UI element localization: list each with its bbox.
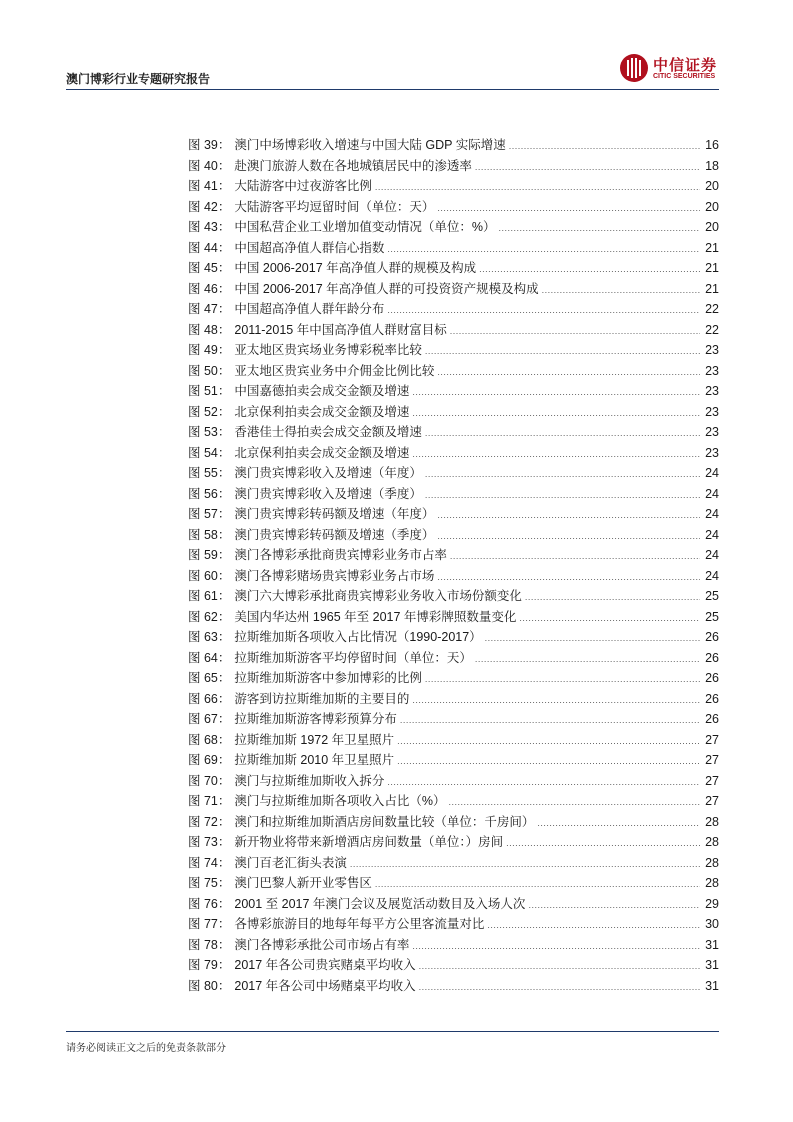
- page-number: 23: [705, 384, 719, 398]
- dot-leader: [437, 567, 700, 588]
- toc-entry[interactable]: [188, 402, 719, 423]
- figure-number: 图 51：: [188, 384, 231, 398]
- dot-leader: [525, 587, 700, 608]
- report-header-title: 澳门博彩行业专题研究报告: [66, 72, 211, 86]
- toc-entry[interactable]: [188, 504, 719, 525]
- page-number: 24: [705, 507, 719, 521]
- page-number: 31: [705, 958, 719, 972]
- toc-entry[interactable]: [188, 627, 719, 648]
- dot-leader: [412, 936, 700, 957]
- figure-number: 图 42：: [188, 199, 231, 214]
- toc-entry[interactable]: [188, 566, 719, 587]
- page-number: 23: [705, 425, 719, 439]
- toc-entry[interactable]: [188, 976, 719, 997]
- page-number: 16: [705, 138, 719, 152]
- figure-title: 澳门贵宾博彩收入及增速（年度）: [234, 466, 422, 480]
- toc-entry[interactable]: [188, 935, 719, 956]
- toc-entry[interactable]: [188, 197, 719, 218]
- toc-entry[interactable]: [188, 832, 719, 853]
- page-number: 26: [705, 630, 719, 644]
- figure-title: 新开物业将带来新增酒店房间数量（单位：）房间: [234, 835, 504, 849]
- figure-number: 图 52：: [188, 404, 231, 419]
- page-number: 21: [705, 240, 719, 255]
- dot-leader: [419, 977, 700, 998]
- toc-entry[interactable]: [188, 217, 719, 238]
- dot-leader: [419, 956, 700, 977]
- figure-number: 图 71：: [188, 794, 231, 808]
- dot-leader: [387, 772, 700, 793]
- figure-number: 图 72：: [188, 814, 231, 829]
- figure-number: 图 75：: [188, 876, 231, 890]
- page-number: 23: [705, 445, 719, 460]
- toc-entry[interactable]: [188, 463, 719, 484]
- figure-title: 澳门贵宾博彩转码额及增速（年度）: [234, 507, 435, 521]
- toc-entry[interactable]: [188, 750, 719, 771]
- figure-number: 图 47：: [188, 302, 231, 316]
- dot-leader: [425, 485, 700, 506]
- toc-entry[interactable]: [188, 771, 719, 792]
- figure-title: 2011-2015 年中国高净值人群财富目标: [234, 322, 447, 337]
- dot-leader: [437, 505, 700, 526]
- page-number: 24: [705, 466, 719, 480]
- dot-leader: [375, 177, 700, 198]
- figure-title: 拉斯维加斯各项收入占比情况（1990-2017）: [234, 630, 482, 644]
- toc-entry[interactable]: [188, 812, 719, 833]
- figure-title: 亚太地区贵宾场业务博彩税率比较: [234, 343, 422, 357]
- dot-leader: [387, 239, 700, 260]
- figure-number: 图 63：: [188, 630, 231, 644]
- toc-entry[interactable]: [188, 894, 719, 915]
- toc-entry[interactable]: [188, 484, 719, 505]
- figure-title: 澳门各博彩承批商贵宾博彩业务市占率: [234, 548, 447, 562]
- toc-entry[interactable]: [188, 340, 719, 361]
- page-number: 28: [705, 876, 719, 890]
- footer-disclaimer: 请务必阅读正文之后的免责条款部分: [66, 1043, 226, 1054]
- toc-entry[interactable]: [188, 709, 719, 730]
- page-number: 23: [705, 363, 719, 378]
- figure-number: 图 41：: [188, 179, 231, 193]
- toc-entry[interactable]: [188, 607, 719, 628]
- figure-title: 2001 至 2017 年澳门会议及展览活动数目及入场人次: [234, 896, 526, 911]
- dot-leader: [400, 710, 700, 731]
- figure-title: 亚太地区贵宾业务中介佣金比例比较: [234, 363, 435, 378]
- figure-title: 澳门六大博彩承批商贵宾博彩业务收入市场份额变化: [234, 589, 522, 603]
- figure-title: 香港佳士得拍卖会成交金额及增速: [234, 425, 422, 439]
- figure-number: 图 54：: [188, 445, 231, 460]
- figure-title: 澳门和拉斯维加斯酒店房间数量比较（单位：千房间）: [234, 814, 535, 829]
- page-number: 27: [705, 753, 719, 767]
- dot-leader: [425, 423, 700, 444]
- dot-leader: [412, 444, 700, 465]
- figure-title: 拉斯维加斯 2010 年卫星照片: [234, 753, 395, 767]
- figure-number: 图 49：: [188, 343, 231, 357]
- figure-number: 图 57：: [188, 507, 231, 521]
- dot-leader: [437, 198, 700, 219]
- toc-entry[interactable]: [188, 361, 719, 382]
- toc-entry[interactable]: [188, 156, 719, 177]
- logo-cn-text: 中信证券: [653, 57, 718, 74]
- figure-number: 图 77：: [188, 917, 231, 931]
- page-number: 26: [705, 650, 719, 665]
- dot-leader: [425, 341, 700, 362]
- figure-number: 图 59：: [188, 548, 231, 562]
- page-number: 27: [705, 732, 719, 747]
- dot-leader: [485, 628, 700, 649]
- figure-title: 赴澳门旅游人数在各地城镇居民中的渗透率: [234, 158, 472, 173]
- figure-number: 图 61：: [188, 589, 231, 603]
- figure-title: 澳门百老汇街头表演: [234, 855, 347, 870]
- dot-leader: [449, 792, 700, 813]
- figure-title: 拉斯维加斯 1972 年卫星照片: [234, 732, 395, 747]
- figure-title: 澳门中场博彩收入增速与中国大陆 GDP 实际增速: [234, 138, 506, 152]
- dot-leader: [537, 813, 700, 834]
- figure-title: 北京保利拍卖会成交金额及增速: [234, 445, 410, 460]
- page-number: 20: [705, 199, 719, 214]
- page-number: 28: [705, 855, 719, 870]
- page-number: 28: [705, 835, 719, 849]
- toc-entry[interactable]: [188, 238, 719, 259]
- figure-number: 图 53：: [188, 425, 231, 439]
- page-number: 31: [705, 937, 719, 952]
- dot-leader: [412, 382, 700, 403]
- dot-leader: [479, 259, 700, 280]
- page-number: 31: [705, 978, 719, 993]
- figure-number: 图 70：: [188, 773, 231, 788]
- dot-leader: [528, 895, 700, 916]
- figure-title: 中国嘉德拍卖会成交金额及增速: [234, 384, 410, 398]
- dot-leader: [397, 751, 700, 772]
- toc-entry[interactable]: [188, 586, 719, 607]
- figure-title: 大陆游客中过夜游客比例: [234, 179, 372, 193]
- toc-entry[interactable]: [188, 689, 719, 710]
- page-number: 23: [705, 343, 719, 357]
- figure-number: 图 66：: [188, 691, 231, 706]
- page-number: 18: [705, 158, 719, 173]
- page-number: 23: [705, 404, 719, 419]
- page-number: 24: [705, 548, 719, 562]
- figure-title: 中国超高净值人群信心指数: [234, 240, 385, 255]
- toc-entry[interactable]: [188, 422, 719, 443]
- figure-number: 图 78：: [188, 937, 231, 952]
- figure-number: 图 43：: [188, 220, 231, 234]
- toc-entry[interactable]: [188, 176, 719, 197]
- dot-leader: [437, 526, 700, 547]
- citic-logo-icon: [619, 53, 649, 83]
- figure-title: 中国 2006-2017 年高净值人群的规模及构成: [234, 261, 477, 275]
- dot-leader: [350, 854, 700, 875]
- page-number: 25: [705, 609, 719, 624]
- page-number: 24: [705, 486, 719, 501]
- dot-leader: [397, 731, 700, 752]
- dot-leader: [425, 669, 700, 690]
- figure-number: 图 55：: [188, 466, 231, 480]
- figure-title: 澳门与拉斯维加斯收入拆分: [234, 773, 385, 788]
- dot-leader: [519, 608, 700, 629]
- figure-title: 拉斯维加斯游客平均停留时间（单位：天）: [234, 650, 472, 665]
- dot-leader: [487, 915, 700, 936]
- page-number: 27: [705, 794, 719, 808]
- figure-number: 图 60：: [188, 568, 231, 583]
- dot-leader: [542, 280, 700, 301]
- figure-number: 图 39：: [188, 138, 231, 152]
- figure-number: 图 46：: [188, 281, 231, 296]
- page-number: 24: [705, 527, 719, 542]
- figure-number: 图 69：: [188, 753, 231, 767]
- figure-number: 图 73：: [188, 835, 231, 849]
- dot-leader: [499, 218, 700, 239]
- dot-leader: [425, 464, 700, 485]
- page-number: 29: [705, 896, 719, 911]
- dot-leader: [475, 157, 700, 178]
- toc-entry[interactable]: [188, 320, 719, 341]
- figure-number: 图 65：: [188, 671, 231, 685]
- toc-entry[interactable]: [188, 258, 719, 279]
- toc-entry[interactable]: [188, 914, 719, 935]
- figure-title: 澳门各博彩承批公司市场占有率: [234, 937, 410, 952]
- page-number: 27: [705, 773, 719, 788]
- dot-leader: [450, 546, 700, 567]
- figure-list: [188, 135, 719, 996]
- page-number: 25: [705, 589, 719, 603]
- dot-leader: [412, 403, 700, 424]
- citic-securities-logo: [619, 53, 729, 87]
- figure-number: 图 79：: [188, 958, 231, 972]
- page-number: 21: [705, 281, 719, 296]
- figure-title: 大陆游客平均逗留时间（单位：天）: [234, 199, 435, 214]
- figure-title: 澳门巴黎人新开业零售区: [234, 876, 372, 890]
- page-number: 20: [705, 179, 719, 193]
- figure-title: 中国超高净值人群年龄分布: [234, 302, 385, 316]
- figure-title: 美国内华达州 1965 年至 2017 年博彩牌照数量变化: [234, 609, 517, 624]
- page-number: 28: [705, 814, 719, 829]
- page-number: 22: [705, 302, 719, 316]
- toc-entry[interactable]: [188, 873, 719, 894]
- dot-leader: [412, 690, 700, 711]
- figure-number: 图 80：: [188, 978, 231, 993]
- page-number: 20: [705, 220, 719, 234]
- figure-title: 拉斯维加斯游客中参加博彩的比例: [234, 671, 422, 685]
- figure-number: 图 62：: [188, 609, 231, 624]
- dot-leader: [450, 321, 700, 342]
- dot-leader: [375, 874, 700, 895]
- toc-entry[interactable]: [188, 955, 719, 976]
- figure-title: 澳门贵宾博彩收入及增速（季度）: [234, 486, 422, 501]
- figure-number: 图 76：: [188, 896, 231, 911]
- figure-title: 澳门与拉斯维加斯各项收入占比（%）: [234, 794, 446, 808]
- figure-number: 图 56：: [188, 486, 231, 501]
- figure-title: 各博彩旅游目的地每年每平方公里客流量对比: [234, 917, 485, 931]
- page-number: 30: [705, 917, 719, 931]
- figure-title: 澳门各博彩赌场贵宾博彩业务占市场: [234, 568, 435, 583]
- figure-title: 拉斯维加斯游客博彩预算分布: [234, 712, 397, 726]
- figure-number: 图 44：: [188, 240, 231, 255]
- toc-entry[interactable]: [188, 853, 719, 874]
- figure-number: 图 50：: [188, 363, 231, 378]
- page-number: 24: [705, 568, 719, 583]
- figure-title: 中国私营企业工业增加值变动情况（单位：%）: [234, 220, 496, 234]
- dot-leader: [437, 362, 700, 383]
- figure-number: 图 68：: [188, 732, 231, 747]
- figure-title: 中国 2006-2017 年高净值人群的可投资资产规模及构成: [234, 281, 539, 296]
- toc-entry[interactable]: [188, 299, 719, 320]
- figure-number: 图 58：: [188, 527, 231, 542]
- logo-en-text: CITIC SECURITIES: [653, 73, 716, 80]
- figure-number: 图 74：: [188, 855, 231, 870]
- toc-entry[interactable]: [188, 443, 719, 464]
- header-divider: [66, 89, 719, 90]
- dot-leader: [506, 833, 700, 854]
- toc-entry[interactable]: [188, 279, 719, 300]
- page-number: 26: [705, 671, 719, 685]
- toc-entry[interactable]: [188, 381, 719, 402]
- toc-entry[interactable]: [188, 791, 719, 812]
- dot-leader: [509, 136, 700, 157]
- figure-number: 图 48：: [188, 322, 231, 337]
- figure-number: 图 64：: [188, 650, 231, 665]
- figure-title: 2017 年各公司贵宾赌桌平均收入: [234, 958, 416, 972]
- toc-entry[interactable]: [188, 648, 719, 669]
- dot-leader: [387, 300, 700, 321]
- figure-number: 图 67：: [188, 712, 231, 726]
- page-number: 26: [705, 712, 719, 726]
- toc-entry[interactable]: [188, 730, 719, 751]
- toc-entry[interactable]: [188, 525, 719, 546]
- page-number: 22: [705, 322, 719, 337]
- figure-number: 图 40：: [188, 158, 231, 173]
- page-number: 21: [705, 261, 719, 275]
- dot-leader: [475, 649, 700, 670]
- figure-number: 图 45：: [188, 261, 231, 275]
- toc-entry[interactable]: [188, 668, 719, 689]
- footer-divider: [66, 1031, 719, 1032]
- figure-title: 游客到访拉斯维加斯的主要目的: [234, 691, 410, 706]
- page-number: 26: [705, 691, 719, 706]
- toc-entry[interactable]: [188, 545, 719, 566]
- toc-entry[interactable]: [188, 135, 719, 156]
- figure-title: 2017 年各公司中场赌桌平均收入: [234, 978, 416, 993]
- figure-title: 北京保利拍卖会成交金额及增速: [234, 404, 410, 419]
- figure-title: 澳门贵宾博彩转码额及增速（季度）: [234, 527, 435, 542]
